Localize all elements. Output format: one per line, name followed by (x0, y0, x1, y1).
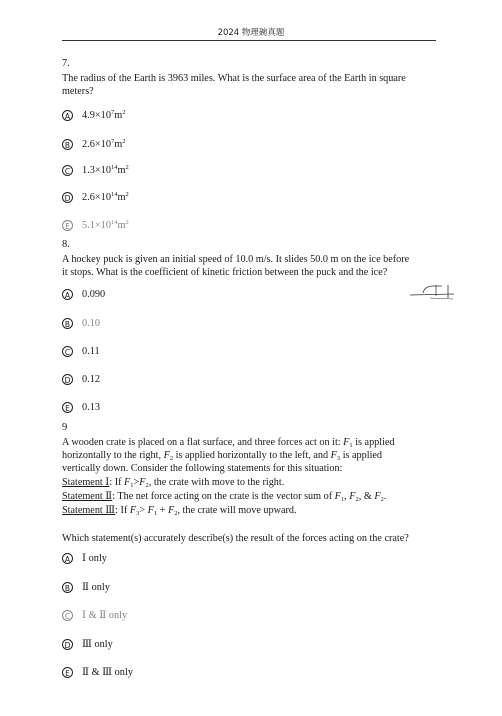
q7-option-e[interactable] (62, 218, 129, 232)
q9-option-b[interactable] (62, 580, 110, 594)
q7-option-b[interactable] (62, 137, 126, 151)
statement-3: Statement Ⅲ: If $F_3> F_1 + F_2$, the crate will move upward. (62, 505, 297, 517)
q7-option-a[interactable] (62, 108, 126, 122)
q9-option-c[interactable] (62, 608, 127, 622)
option-circle[interactable]: B (62, 318, 73, 329)
q8-option-e[interactable] (62, 400, 100, 414)
q8-option-d[interactable] (62, 372, 100, 386)
question-9-prompt: Which statement(s) accurately describe(s) the result of the forces acting on the crate? (62, 533, 409, 544)
option-text: 0.12 (82, 373, 101, 385)
question-8-number: 8. (62, 239, 70, 250)
option-text: 0.13 (82, 401, 101, 413)
question-9-text-line-2: horizontally to the right, $F_2$ is applied horizontally to the left, and $F_3$ is applied (62, 450, 383, 462)
question-7-number: 7. (62, 58, 70, 69)
question-8-text-line-2: it stops. What is the coefficient of kinetic friction between the puck and the ice? (62, 267, 388, 278)
question-7-text-line-2: meters? (62, 86, 94, 97)
option-text: Ⅲ only (82, 639, 113, 650)
question-7-text-line-1: The radius of the Earth is 3963 miles. What is the surface area of the Earth in square (62, 73, 406, 84)
option-circle[interactable]: B (62, 139, 73, 150)
option-circle[interactable]: A (62, 553, 73, 564)
option-text: Ⅱ only (82, 582, 110, 593)
option-text: $5.1\times 10^{14}m^2$ (82, 218, 129, 231)
option-text: Ⅱ & Ⅲ only (82, 667, 133, 678)
option-text: 0.10 (82, 317, 101, 329)
q9-option-d[interactable] (62, 637, 113, 651)
option-text: 0.090 (82, 288, 106, 300)
option-text: Ⅰ only (82, 553, 107, 564)
option-circle[interactable]: D (62, 639, 73, 650)
question-9-number: 9 (62, 422, 68, 433)
option-circle[interactable]: B (62, 582, 73, 593)
handwritten-sketch-icon (408, 282, 460, 302)
q8-option-a[interactable] (62, 287, 105, 301)
option-circle[interactable]: C (62, 165, 73, 176)
option-circle[interactable]: A (62, 289, 73, 300)
option-text: $1.3\times 10^{14}m^2$ (82, 163, 129, 176)
question-8-text-line-1: A hockey puck is given an initial speed of 10.0 m/s. It slides 50.0 m on the ice before (62, 254, 410, 265)
header-rule (62, 40, 436, 41)
page-header: 2024 物理碗真题 (217, 28, 285, 38)
option-text: $4.9\times 10^7m^2$ (82, 108, 126, 121)
option-circle[interactable]: C (62, 346, 73, 357)
option-circle[interactable]: D (62, 192, 73, 203)
option-text: 0.11 (82, 345, 100, 357)
option-circle[interactable]: C (62, 610, 73, 621)
q7-option-c[interactable] (62, 163, 129, 177)
option-circle[interactable]: E (62, 220, 73, 231)
statement-1: Statement Ⅰ: If $F_1>F_2$, the crate with move to the right. (62, 477, 285, 489)
question-9-text-line-3: vertically down. Consider the following statements for this situation: (62, 463, 343, 474)
question-9-text-line-1: A wooden crate is placed on a flat surface, and three forces act on it: $F_1$ is applied (62, 437, 395, 449)
option-text: Ⅰ & Ⅱ only (82, 610, 128, 621)
q9-option-a[interactable] (62, 551, 107, 565)
statement-2: Statement Ⅱ: The net force acting on the crate is the vector sum of $F_1$, $F_2$, & $F_2$. (62, 491, 387, 503)
option-text: $2.6\times 10^7m^2$ (82, 137, 126, 150)
q9-option-e[interactable] (62, 665, 133, 679)
option-circle[interactable]: D (62, 374, 73, 385)
option-circle[interactable]: E (62, 667, 73, 678)
q8-option-b[interactable] (62, 316, 100, 330)
q7-option-d[interactable] (62, 190, 129, 204)
q8-option-c[interactable] (62, 344, 100, 358)
option-circle[interactable]: E (62, 402, 73, 413)
option-text: $2.6\times 10^{14}m^2$ (82, 190, 129, 203)
option-circle[interactable]: A (62, 110, 73, 121)
